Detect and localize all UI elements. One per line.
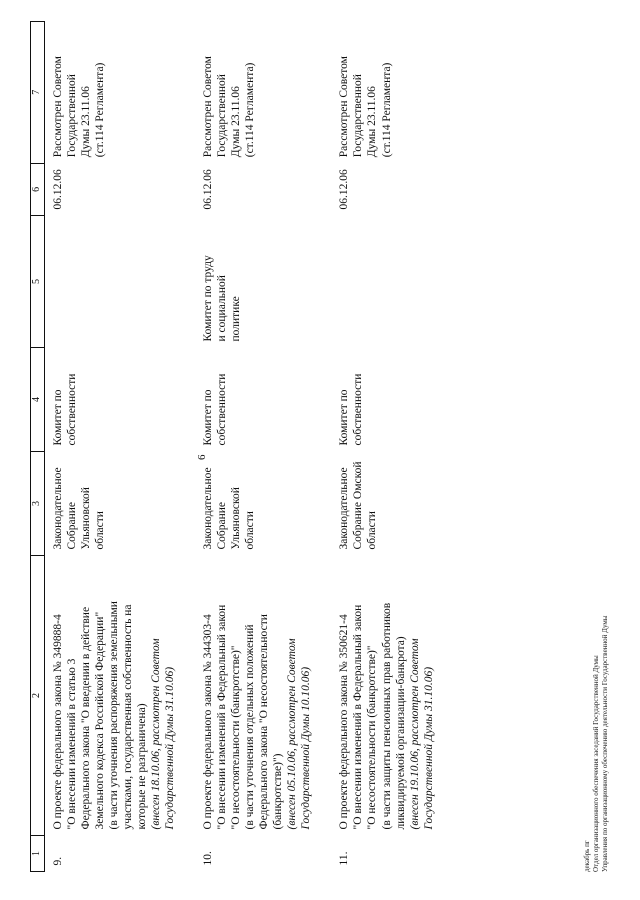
- agenda-table: [30, 21, 446, 872]
- column-number-row: [31, 21, 45, 871]
- row-number: 10.: [202, 851, 215, 866]
- result-cell: [187, 21, 323, 163]
- result-line: Государственной: [352, 74, 365, 158]
- table-row: [45, 21, 188, 871]
- committee-line: собственности: [216, 373, 229, 446]
- bill-title-line: О проекте федерального закона № 349888-4: [52, 614, 65, 830]
- co-committee-cell: [45, 216, 188, 348]
- table-row: [323, 21, 445, 871]
- footer: [583, 616, 609, 872]
- page-number: 6: [196, 454, 208, 460]
- bill-title-line: Федерального закона "О несостоятельности: [258, 614, 271, 830]
- footer-date: декабрь пг: [583, 840, 591, 872]
- column-number: 5: [31, 216, 45, 348]
- author-cell: [45, 452, 188, 556]
- bill-title-line: Федерального закона "О введении в действие: [80, 606, 93, 830]
- result-cell: [45, 21, 188, 163]
- date-cell: [187, 163, 323, 215]
- result-line: Рассмотрен Советом: [52, 56, 65, 158]
- bill-note-line: Государственной Думы 31.10.06): [164, 666, 177, 830]
- table-row: [187, 21, 323, 871]
- committee-cell: [45, 348, 188, 452]
- co-committee-cell: [323, 216, 445, 348]
- result-cell: [323, 21, 445, 163]
- result-line: Государственной: [216, 74, 229, 158]
- column-number: 1: [31, 836, 45, 872]
- bill-title-line: "О несостоятельности (банкротстве)": [366, 645, 379, 830]
- committee-line: Комитет по: [52, 389, 65, 446]
- committee-line: Комитет по: [338, 389, 351, 446]
- bill-title-line: (в части уточнения распоряжения земельными: [108, 601, 121, 830]
- bill-note-line: (внесен 05.10.06, рассмотрен Советом: [286, 638, 299, 830]
- bill-note-line: Государственной Думы 10.10.06): [300, 666, 313, 830]
- date-value: 06.12.06: [202, 169, 215, 210]
- column-number: 6: [31, 163, 45, 215]
- author-line: Законодательное: [338, 467, 351, 550]
- author-cell: [187, 452, 323, 556]
- co-committee-line: и социальной: [216, 275, 229, 342]
- author-line: Собрание Омской: [352, 461, 365, 550]
- result-line: (ст.114 Регламента): [380, 62, 393, 158]
- bill-title-cell: [323, 556, 445, 836]
- bill-title-line: О проекте федерального закона № 344303-4: [202, 614, 215, 830]
- bill-title-line: О проекте федерального закона № 350621-4: [338, 614, 351, 830]
- result-line: (ст.114 Регламента): [94, 62, 107, 158]
- column-number: 3: [31, 452, 45, 556]
- footer-directorate: Управления по организационному обеспечению деятельности Государственной Думы: [600, 615, 609, 872]
- bill-title-line: участками, государственная собственность на: [122, 604, 135, 830]
- author-cell: [323, 452, 445, 556]
- co-committee-cell: [187, 216, 323, 348]
- column-number: 2: [31, 556, 45, 836]
- bill-title-line: ликвидируемой организации-банкрота): [394, 636, 407, 830]
- row-number: 11.: [338, 851, 351, 866]
- footer-department: Отдел организационного обеспечения заседаний Государственной Думы: [591, 655, 600, 872]
- committee-line: собственности: [66, 373, 79, 446]
- bill-note-line: Государственной Думы 31.10.06): [422, 666, 435, 830]
- committee-line: собственности: [352, 373, 365, 446]
- bill-title-line: которые не разграничена): [136, 703, 149, 830]
- committee-line: Комитет по: [202, 389, 215, 446]
- result-line: (ст.114 Регламента): [244, 62, 257, 158]
- row-number-cell: [323, 836, 445, 872]
- bill-title-line: (банкротстве)"): [272, 753, 285, 830]
- result-line: Думы 23.11.06: [230, 86, 243, 158]
- row-number-cell: [187, 836, 323, 872]
- author-line: Законодательное: [52, 467, 65, 550]
- bill-title-cell: [45, 556, 188, 836]
- committee-cell: [187, 348, 323, 452]
- date-cell: [323, 163, 445, 215]
- bill-note-line: (внесен 19.10.06, рассмотрен Советом: [408, 638, 421, 830]
- author-line: Ульяновской области: [230, 487, 257, 550]
- bill-title-cell: [187, 556, 323, 836]
- result-line: Рассмотрен Советом: [338, 56, 351, 158]
- bill-title-line: (в части уточнения отдельных положений: [244, 624, 257, 830]
- author-line: Собрание: [66, 501, 79, 550]
- author-line: Собрание: [216, 501, 229, 550]
- bill-title-line: "О внесении изменений в Федеральный закон: [216, 604, 229, 830]
- co-committee-line: политике: [230, 296, 243, 342]
- result-line: Рассмотрен Советом: [202, 56, 215, 158]
- result-line: Думы 23.11.06: [80, 86, 93, 158]
- date-cell: [45, 163, 188, 215]
- author-line: Законодательное: [202, 467, 215, 550]
- bill-title-line: Земельного кодекса Российской Федерации": [94, 611, 107, 830]
- bill-note-line: (внесен 18.10.06, рассмотрен Советом: [150, 638, 163, 830]
- result-line: Государственной: [66, 74, 79, 158]
- bill-title-line: (в части защиты пенсионных прав работников: [380, 602, 393, 830]
- column-number: 4: [31, 348, 45, 452]
- column-number: 7: [31, 21, 45, 163]
- author-line: области: [366, 511, 379, 550]
- bill-title-line: "О внесении изменений в статью 3: [66, 658, 79, 830]
- row-number-cell: [45, 836, 188, 872]
- bill-title-line: "О несостоятельности (банкротстве)": [230, 645, 243, 830]
- row-number: 9.: [52, 856, 65, 866]
- committee-cell: [323, 348, 445, 452]
- bill-title-line: "О внесении изменений в Федеральный закон: [352, 604, 365, 830]
- author-line: Ульяновской области: [80, 487, 107, 550]
- co-committee-line: Комитет по труду: [202, 255, 215, 342]
- result-line: Думы 23.11.06: [366, 86, 379, 158]
- date-value: 06.12.06: [338, 169, 351, 210]
- date-value: 06.12.06: [52, 169, 65, 210]
- agenda-rows: [45, 21, 446, 871]
